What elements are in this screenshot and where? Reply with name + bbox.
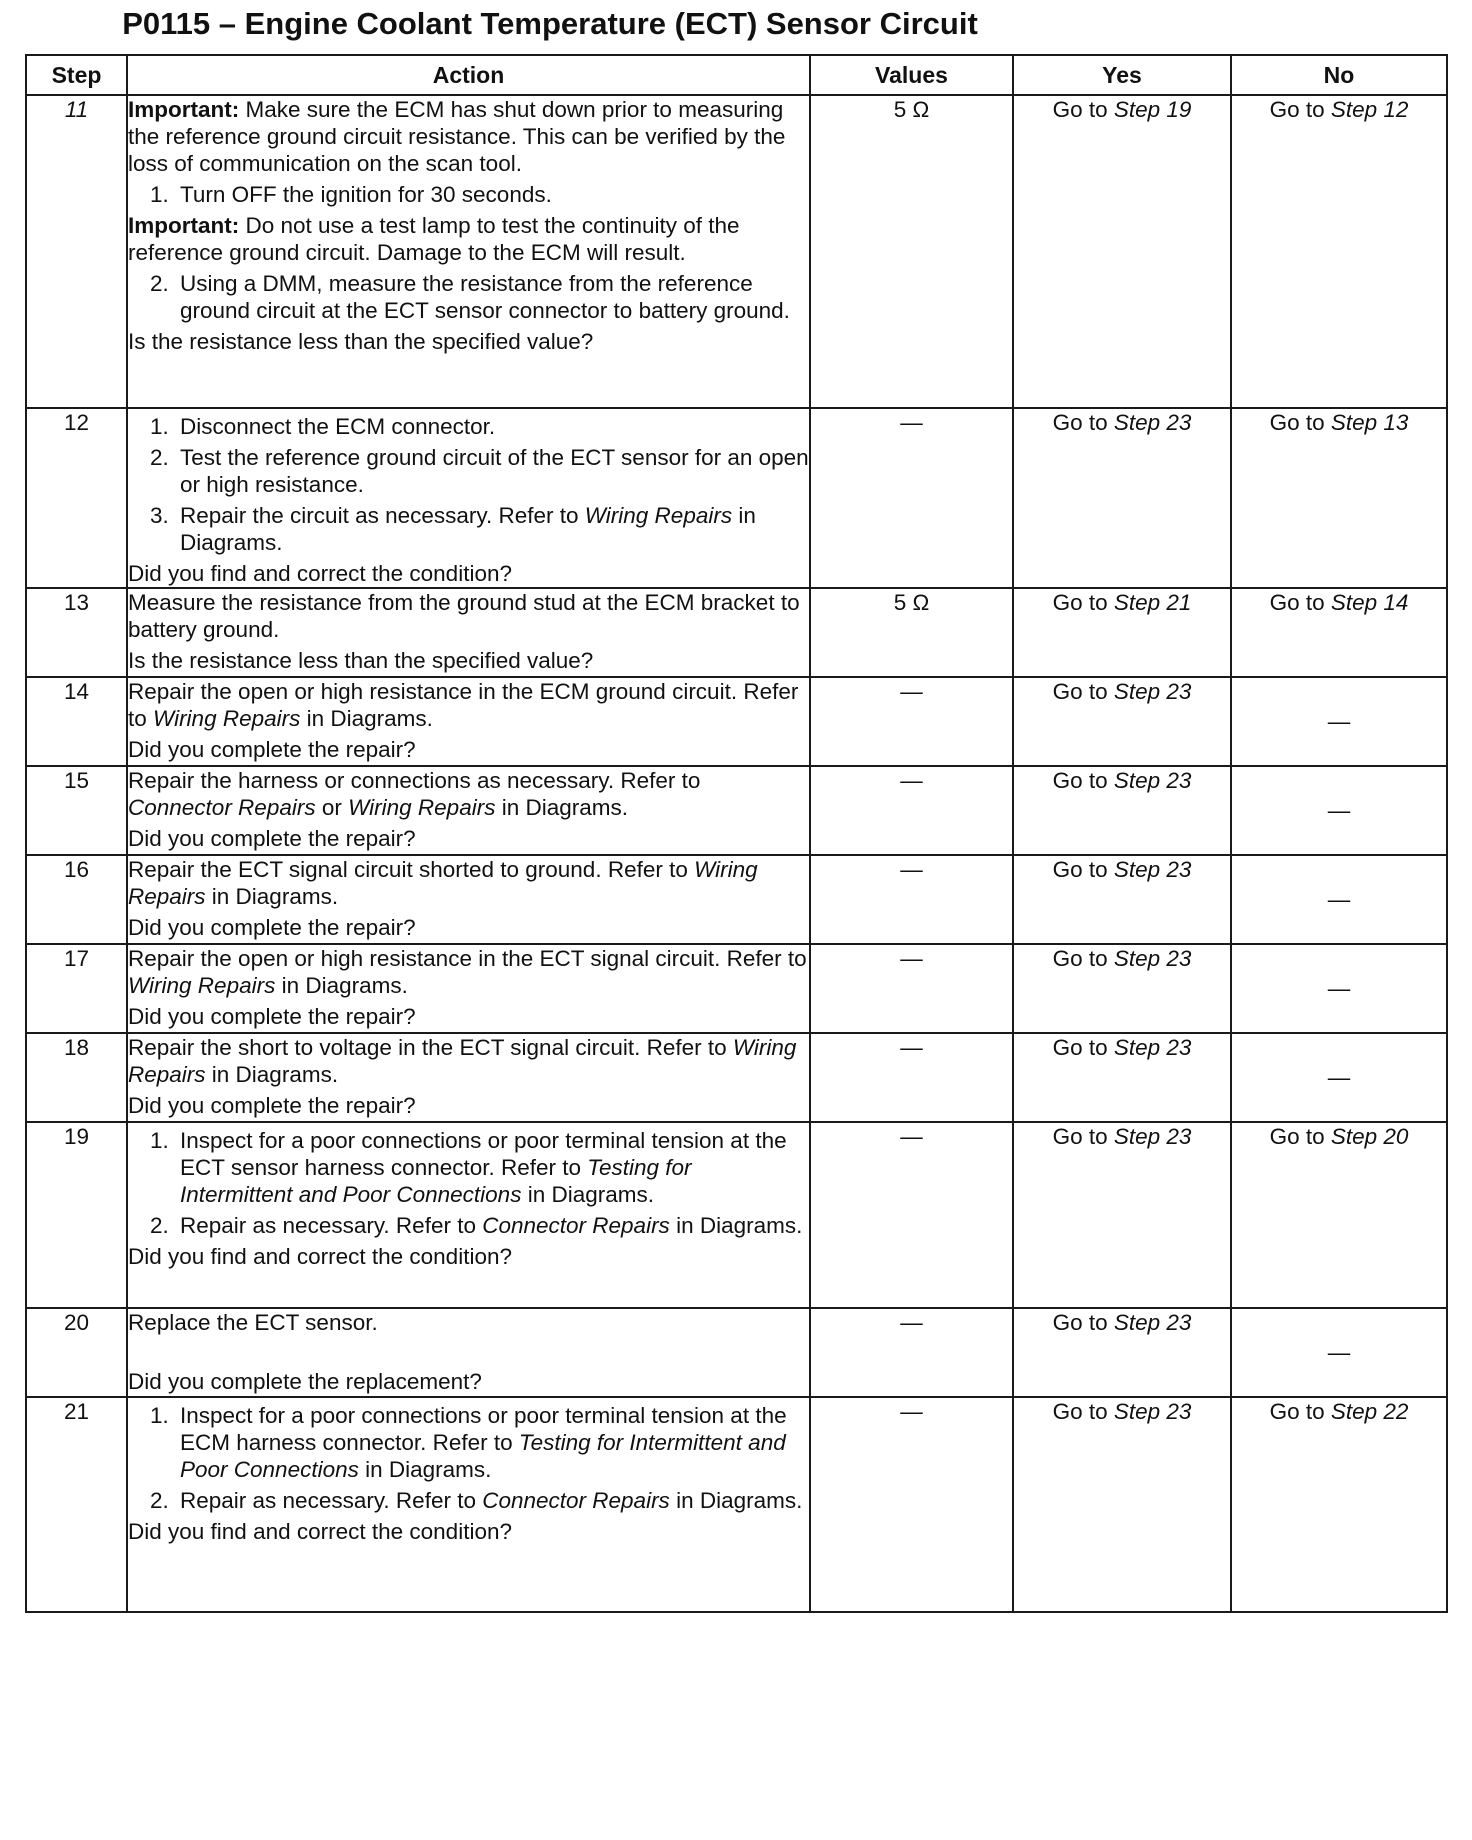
- question-text: Is the resistance less than the specified value?: [128, 329, 594, 354]
- value-cell: —: [810, 1033, 1013, 1122]
- value-cell: —: [810, 1397, 1013, 1612]
- action-cell: Repair the open or high resistance in the ECT signal circuit. Refer to Wiring Repairs in Diagrams. Did you complete the repair?: [127, 944, 810, 1033]
- yes-cell: Go to Step 19: [1013, 95, 1231, 408]
- list-item: 1. Inspect for a poor connections or poor terminal tension at the ECM harness connector. Refer to Testing for Intermittent and Poor Connections in Diagrams.: [150, 1403, 787, 1482]
- action-cell: [127, 408, 810, 588]
- list-item: 1. Turn OFF the ignition for 30 seconds.: [150, 182, 552, 207]
- step-number: 15: [26, 766, 127, 855]
- step-number: 13: [26, 588, 127, 677]
- no-cell: Go to Step 13: [1231, 408, 1447, 588]
- step-number: 17: [26, 944, 127, 1033]
- value-cell: 5 Ω: [810, 95, 1013, 408]
- yes-cell: Go to Step 23: [1013, 1397, 1231, 1612]
- question-text: Is the resistance less than the specified value?: [128, 648, 594, 673]
- table-row: [26, 1033, 1447, 1122]
- question-text: Did you complete the repair?: [128, 915, 416, 940]
- no-cell: Go to Step 14: [1231, 588, 1447, 677]
- list-item: 1. Inspect for a poor connections or poor terminal tension at the ECT sensor harness connector. Refer to Testing for Intermittent and Poor Connections in Diagrams.: [150, 1128, 787, 1207]
- no-cell: Go to Step 20: [1231, 1122, 1447, 1308]
- header-values: Values: [810, 55, 1013, 95]
- list-item: 2. Test the reference ground circuit of the ECT sensor for an open or high resistance.: [150, 445, 809, 497]
- step-number: 21: [26, 1397, 127, 1612]
- table-row: [26, 408, 1447, 588]
- question-text: Did you complete the repair?: [128, 737, 416, 762]
- action-cell: Repair the ECT signal circuit shorted to ground. Refer to Wiring Repairs in Diagrams. Did you complete the repair?: [127, 855, 810, 944]
- page-title: P0115 – Engine Coolant Temperature (ECT) Sensor Circuit: [122, 6, 978, 41]
- yes-cell: Go to Step 23: [1013, 766, 1231, 855]
- value-cell: —: [810, 1308, 1013, 1397]
- table-row: [26, 944, 1447, 1033]
- no-cell: —: [1231, 1308, 1447, 1397]
- list-item: 3. Repair the circuit as necessary. Refer to Wiring Repairs in Diagrams.: [150, 503, 756, 555]
- yes-cell: Go to Step 23: [1013, 855, 1231, 944]
- question-text: Did you complete the repair?: [128, 1004, 416, 1029]
- table-row: [26, 766, 1447, 855]
- table-row: [26, 1397, 1447, 1612]
- diagnostic-table: [25, 54, 1448, 1613]
- yes-cell: Go to Step 21: [1013, 588, 1231, 677]
- important-note: Important: Make sure the ECM has shut down prior to measuring the reference ground circuit resistance. This can be verified by the loss of communication on the scan tool.: [128, 97, 786, 176]
- action-cell: Repair the harness or connections as necessary. Refer to Connector Repairs or Wiring Repairs in Diagrams. Did you complete the repair?: [127, 766, 810, 855]
- table-row: [26, 1122, 1447, 1308]
- yes-cell: Go to Step 23: [1013, 677, 1231, 766]
- table-row: [26, 588, 1447, 677]
- question-text: Did you find and correct the condition?: [128, 1519, 512, 1544]
- yes-cell: Go to Step 23: [1013, 408, 1231, 588]
- action-cell: Measure the resistance from the ground stud at the ECM bracket to battery ground. Is the resistance less than the specified value?: [127, 588, 810, 677]
- no-cell: —: [1231, 1033, 1447, 1122]
- no-cell: Go to Step 22: [1231, 1397, 1447, 1612]
- action-cell: Replace the ECT sensor. Did you complete the replacement?: [127, 1308, 810, 1397]
- table-header-row: [26, 55, 1447, 95]
- no-cell: —: [1231, 944, 1447, 1033]
- yes-cell: Go to Step 23: [1013, 1308, 1231, 1397]
- value-cell: —: [810, 677, 1013, 766]
- step-number: 19: [26, 1122, 127, 1308]
- question-text: Did you find and correct the condition?: [128, 561, 512, 586]
- question-text: Did you complete the replacement?: [128, 1369, 482, 1394]
- no-cell: Go to Step 12: [1231, 95, 1447, 408]
- value-cell: —: [810, 855, 1013, 944]
- header-no: No: [1231, 55, 1447, 95]
- value-cell: —: [810, 408, 1013, 588]
- question-text: Did you find and correct the condition?: [128, 1244, 512, 1269]
- important-note: Important: Do not use a test lamp to test the continuity of the reference ground circuit. Damage to the ECM will result.: [128, 213, 740, 265]
- value-cell: —: [810, 944, 1013, 1033]
- value-cell: 5 Ω: [810, 588, 1013, 677]
- action-cell: Repair the open or high resistance in the ECM ground circuit. Refer to Wiring Repairs in Diagrams. Did you complete the repair?: [127, 677, 810, 766]
- no-cell: —: [1231, 855, 1447, 944]
- header-action: Action: [127, 55, 810, 95]
- no-cell: —: [1231, 677, 1447, 766]
- list-item: 2. Repair as necessary. Refer to Connector Repairs in Diagrams.: [150, 1488, 803, 1513]
- list-item: 1. Disconnect the ECM connector.: [150, 414, 496, 439]
- value-cell: —: [810, 1122, 1013, 1308]
- no-cell: —: [1231, 766, 1447, 855]
- yes-cell: Go to Step 23: [1013, 944, 1231, 1033]
- step-number: 12: [26, 408, 127, 588]
- value-cell: —: [810, 766, 1013, 855]
- list-item: 2. Repair as necessary. Refer to Connector Repairs in Diagrams.: [150, 1213, 803, 1238]
- action-cell: [127, 1122, 810, 1308]
- table-row: [26, 1308, 1447, 1397]
- action-cell: [127, 1397, 810, 1612]
- table-row: [26, 677, 1447, 766]
- action-cell: [127, 95, 810, 408]
- yes-cell: Go to Step 23: [1013, 1122, 1231, 1308]
- step-number: 11: [26, 95, 127, 408]
- step-number: 16: [26, 855, 127, 944]
- yes-cell: Go to Step 23: [1013, 1033, 1231, 1122]
- table-row: [26, 95, 1447, 408]
- header-step: Step: [26, 55, 127, 95]
- action-cell: Repair the short to voltage in the ECT signal circuit. Refer to Wiring Repairs in Diagrams. Did you complete the repair?: [127, 1033, 810, 1122]
- list-item: 2. Using a DMM, measure the resistance from the reference ground circuit at the ECT sensor connector to battery ground.: [150, 271, 790, 323]
- question-text: Did you complete the repair?: [128, 1093, 416, 1118]
- table-row: [26, 855, 1447, 944]
- step-number: 14: [26, 677, 127, 766]
- step-number: 20: [26, 1308, 127, 1397]
- header-yes: Yes: [1013, 55, 1231, 95]
- step-number: 18: [26, 1033, 127, 1122]
- question-text: Did you complete the repair?: [128, 826, 416, 851]
